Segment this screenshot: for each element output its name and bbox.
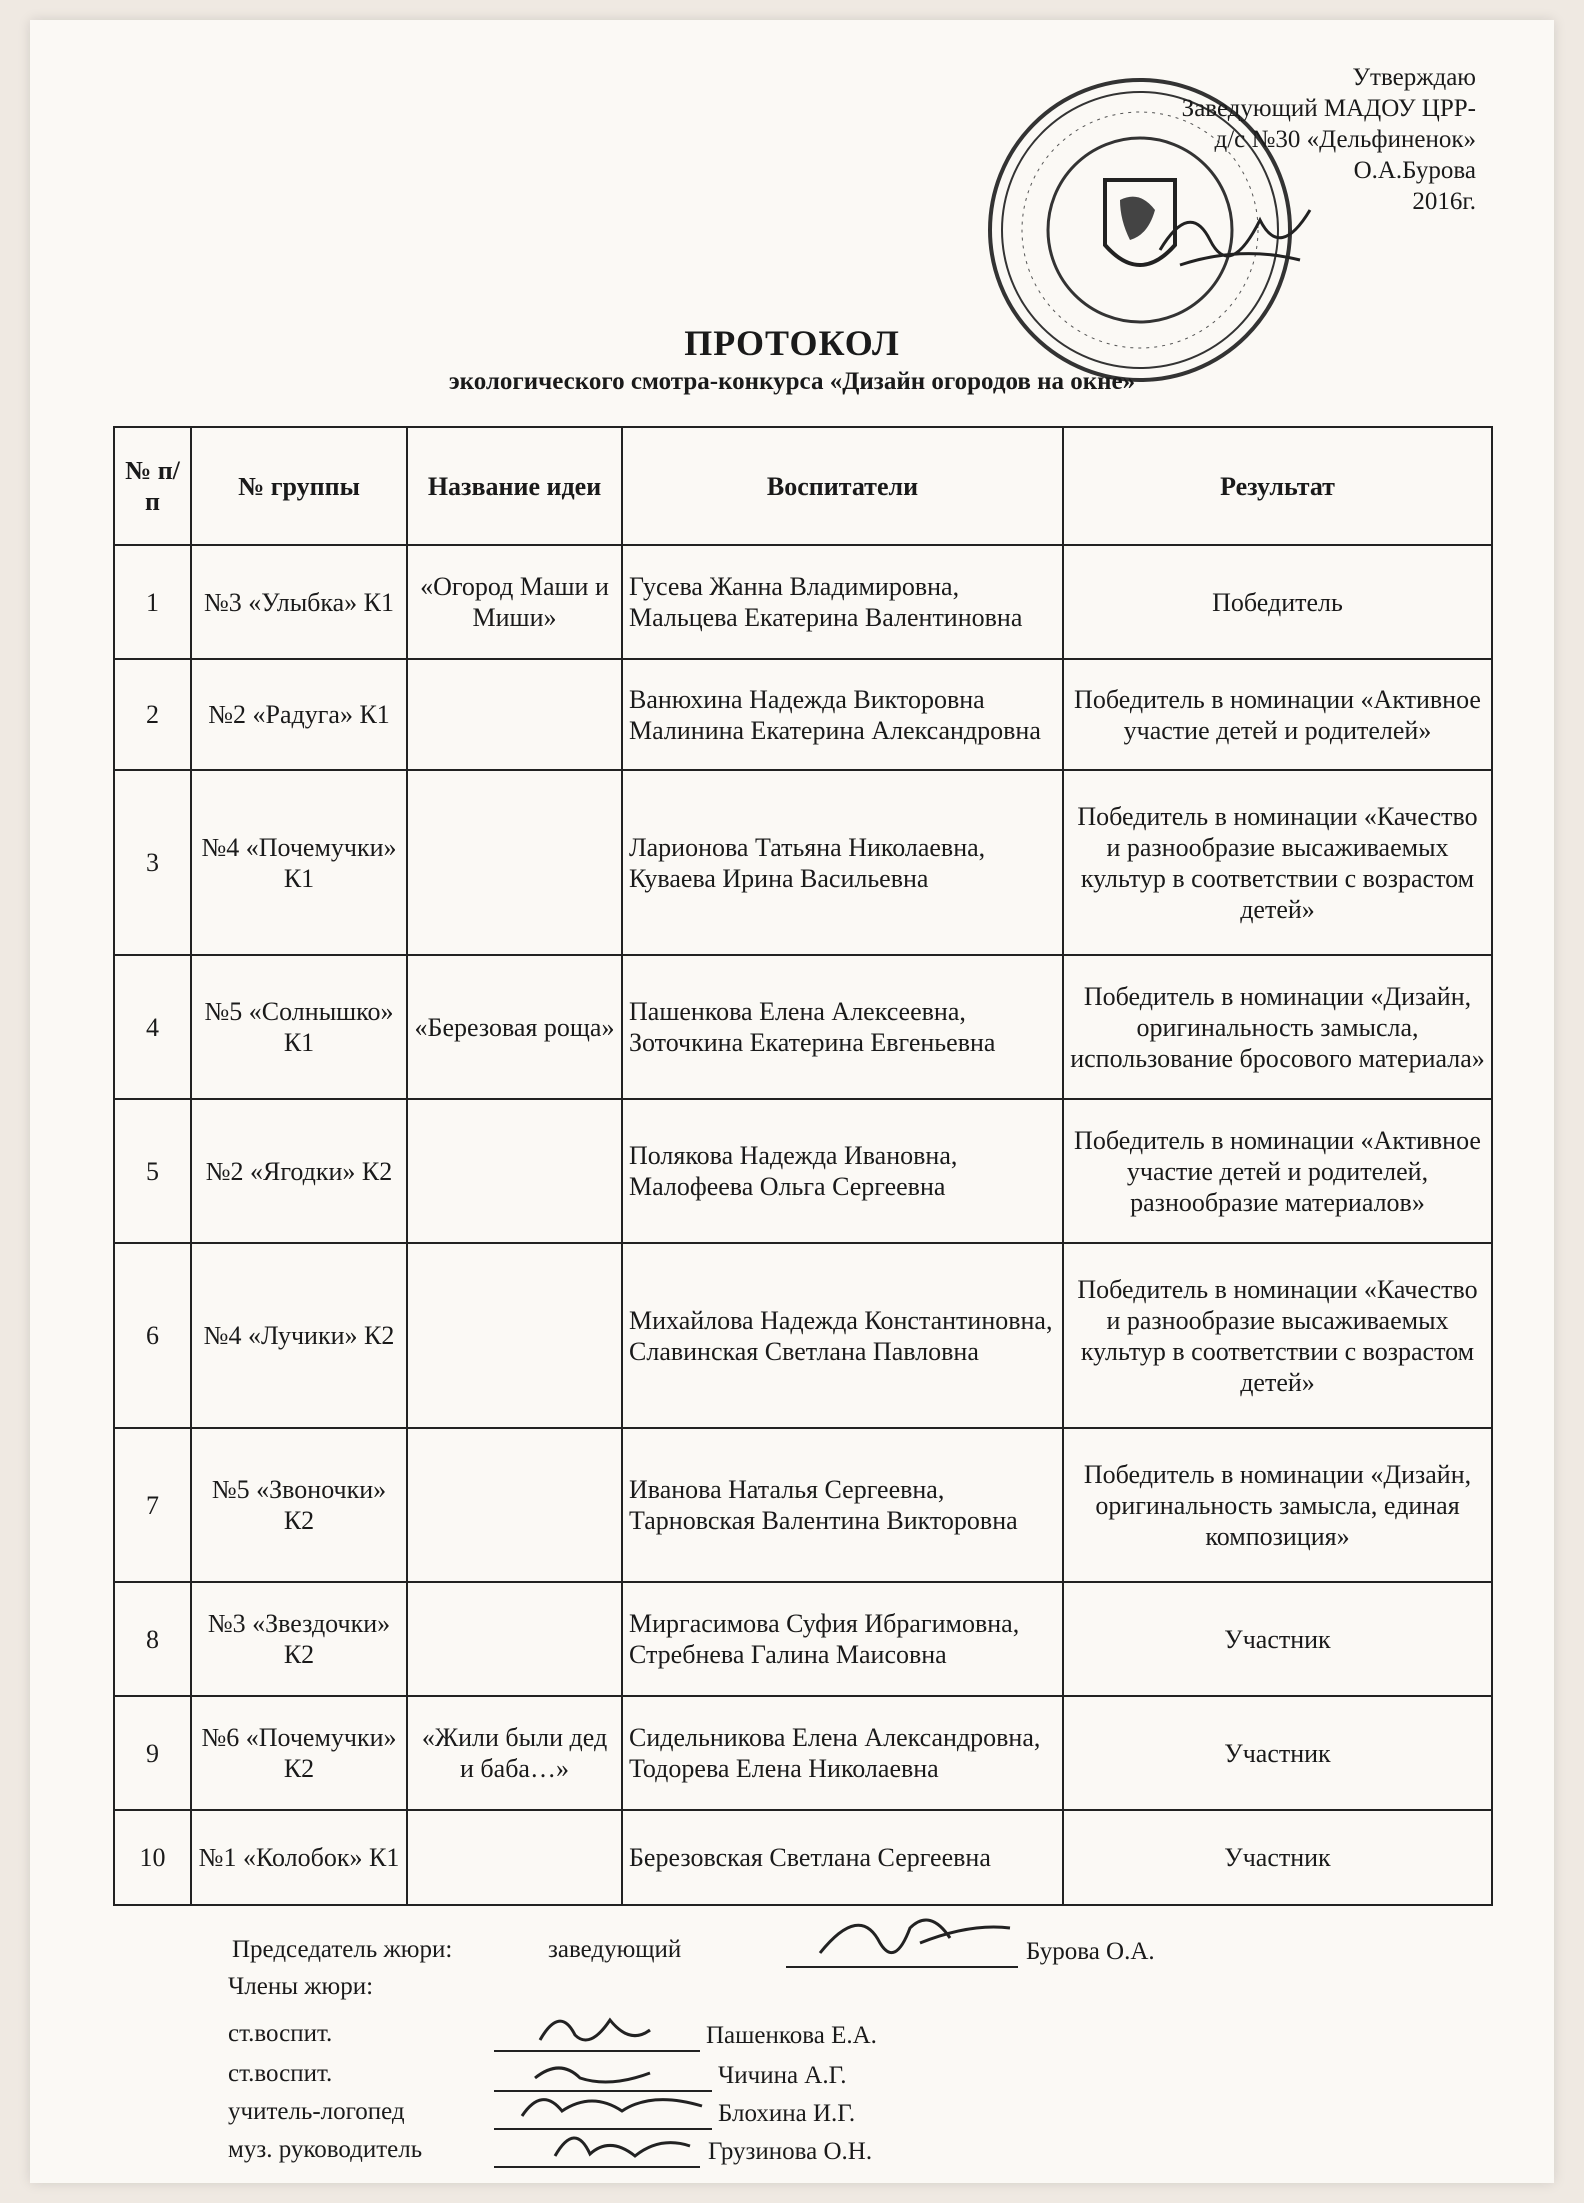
table-row (114, 659, 1492, 770)
result-cell: Участник (1063, 1696, 1492, 1810)
header-teachers: Воспитатели (622, 427, 1063, 545)
idea-name-cell (407, 1582, 622, 1696)
chair-label: Председатель жюри: (232, 1936, 453, 1963)
group-cell: №3 «Улыбка» К1 (191, 545, 407, 659)
header-idea: Название идеи (407, 427, 622, 545)
teachers-cell: Гусева Жанна Владимировна, Мальцева Екатерина Валентиновна (622, 545, 1063, 659)
result-cell: Победитель в номинации «Активное участие детей и родителей, разнообразие материалов» (1063, 1099, 1492, 1243)
group-cell: №6 «Почемучки» К2 (191, 1696, 407, 1810)
row-number-cell: 6 (114, 1243, 191, 1428)
row-number-cell: 10 (114, 1810, 191, 1905)
idea-name-cell: «Березовая роща» (407, 955, 622, 1099)
teachers-cell: Ванюхина Надежда Викторовна Малинина Екатерина Александровна (622, 659, 1063, 770)
result-cell: Победитель в номинации «Активное участие детей и родителей» (1063, 659, 1492, 770)
idea-name-cell (407, 770, 622, 955)
group-cell: №2 «Радуга» К1 (191, 659, 407, 770)
table-row (114, 1582, 1492, 1696)
row-number-cell: 1 (114, 545, 191, 659)
row-number-cell: 7 (114, 1428, 191, 1582)
member-name: Пашенкова Е.А. (706, 2022, 877, 2049)
teachers-cell: Пашенкова Елена Алексеевна, Зоточкина Екатерина Евгеньевна (622, 955, 1063, 1099)
idea-name-cell (407, 659, 622, 770)
table-body (114, 545, 1492, 1905)
approval-line-5: 2016г. (1412, 188, 1476, 215)
result-cell: Победитель в номинации «Дизайн, оригинальность замысла, использование бросового материала» (1063, 955, 1492, 1099)
table-row (114, 1696, 1492, 1810)
teachers-cell: Миргасимова Суфия Ибрагимовна, Стребнева Галина Маисовна (622, 1582, 1063, 1696)
group-cell: №5 «Солнышко» К1 (191, 955, 407, 1099)
member-role: ст.воспит. (228, 2020, 333, 2047)
result-cell: Победитель в номинации «Дизайн, оригинальность замысла, единая композиция» (1063, 1428, 1492, 1582)
table-row (114, 545, 1492, 659)
table-row (114, 955, 1492, 1099)
teachers-cell: Ларионова Татьяна Николаевна, Куваева Ирина Васильевна (622, 770, 1063, 955)
approval-line-2: Заведующий МАДОУ ЦРР- (1181, 95, 1476, 122)
idea-name-cell (407, 1810, 622, 1905)
table-row (114, 1243, 1492, 1428)
table-row (114, 1099, 1492, 1243)
document-subtitle: экологического смотра-конкурса «Дизайн огородов на окне» (448, 368, 1136, 395)
idea-name-cell (407, 1099, 622, 1243)
row-number-cell: 4 (114, 955, 191, 1099)
member-name: Блохина И.Г. (718, 2100, 856, 2127)
members-label: Члены жюри: (228, 1973, 374, 2000)
result-cell: Победитель в номинации «Качество и разнообразие высаживаемых культур в соответствии с возрастом детей» (1063, 770, 1492, 955)
result-cell: Победитель (1063, 545, 1492, 659)
document-title: ПРОТОКОЛ (684, 323, 900, 363)
result-cell: Победитель в номинации «Качество и разнообразие высаживаемых культур в соответствии с возрастом детей» (1063, 1243, 1492, 1428)
member-name: Чичина А.Г. (718, 2062, 847, 2089)
group-cell: №1 «Колобок» К1 (191, 1810, 407, 1905)
teachers-cell: Березовская Светлана Сергеевна (622, 1810, 1063, 1905)
table-row (114, 770, 1492, 955)
header-group: № группы (191, 427, 407, 545)
group-cell: №5 «Звоночки» К2 (191, 1428, 407, 1582)
idea-name-cell (407, 1243, 622, 1428)
approval-line-3: д/с №30 «Дельфиненок» (1214, 126, 1476, 153)
member-role: ст.воспит. (228, 2060, 333, 2087)
table-row (114, 1428, 1492, 1582)
idea-name-cell: «Жили были дед и баба…» (407, 1696, 622, 1810)
teachers-cell: Иванова Наталья Сергеевна, Тарновская Валентина Викторовна (622, 1428, 1063, 1582)
teachers-cell: Полякова Надежда Ивановна, Малофеева Ольга Сергеевна (622, 1099, 1063, 1243)
row-number-cell: 9 (114, 1696, 191, 1810)
member-role: учитель-логопед (228, 2098, 405, 2125)
group-cell: №4 «Почемучки» К1 (191, 770, 407, 955)
chair-name: Бурова О.А. (1026, 1938, 1155, 1965)
results-table (113, 426, 1493, 1906)
header-num: № п/п (114, 427, 191, 545)
row-number-cell: 8 (114, 1582, 191, 1696)
row-number-cell: 3 (114, 770, 191, 955)
row-number-cell: 5 (114, 1099, 191, 1243)
idea-name-cell (407, 1428, 622, 1582)
teachers-cell: Михайлова Надежда Константиновна, Славинская Светлана Павловна (622, 1243, 1063, 1428)
row-number-cell: 2 (114, 659, 191, 770)
header-result: Результат (1063, 427, 1492, 545)
table-header-row (114, 427, 1492, 545)
member-role: муз. руководитель (228, 2136, 423, 2163)
table-row (114, 1810, 1492, 1905)
group-cell: №2 «Ягодки» К2 (191, 1099, 407, 1243)
teachers-cell: Сидельникова Елена Александровна, Тодорева Елена Николаевна (622, 1696, 1063, 1810)
idea-name-cell: «Огород Маши и Миши» (407, 545, 622, 659)
approval-line-1: Утверждаю (1352, 64, 1476, 91)
member-name: Грузинова О.Н. (708, 2138, 873, 2165)
group-cell: №3 «Звездочки» К2 (191, 1582, 407, 1696)
result-cell: Участник (1063, 1582, 1492, 1696)
approval-block (1120, 62, 1476, 217)
group-cell: №4 «Лучики» К2 (191, 1243, 407, 1428)
chair-role: заведующий (548, 1936, 682, 1963)
result-cell: Участник (1063, 1810, 1492, 1905)
approval-line-4: О.А.Бурова (1353, 157, 1476, 184)
